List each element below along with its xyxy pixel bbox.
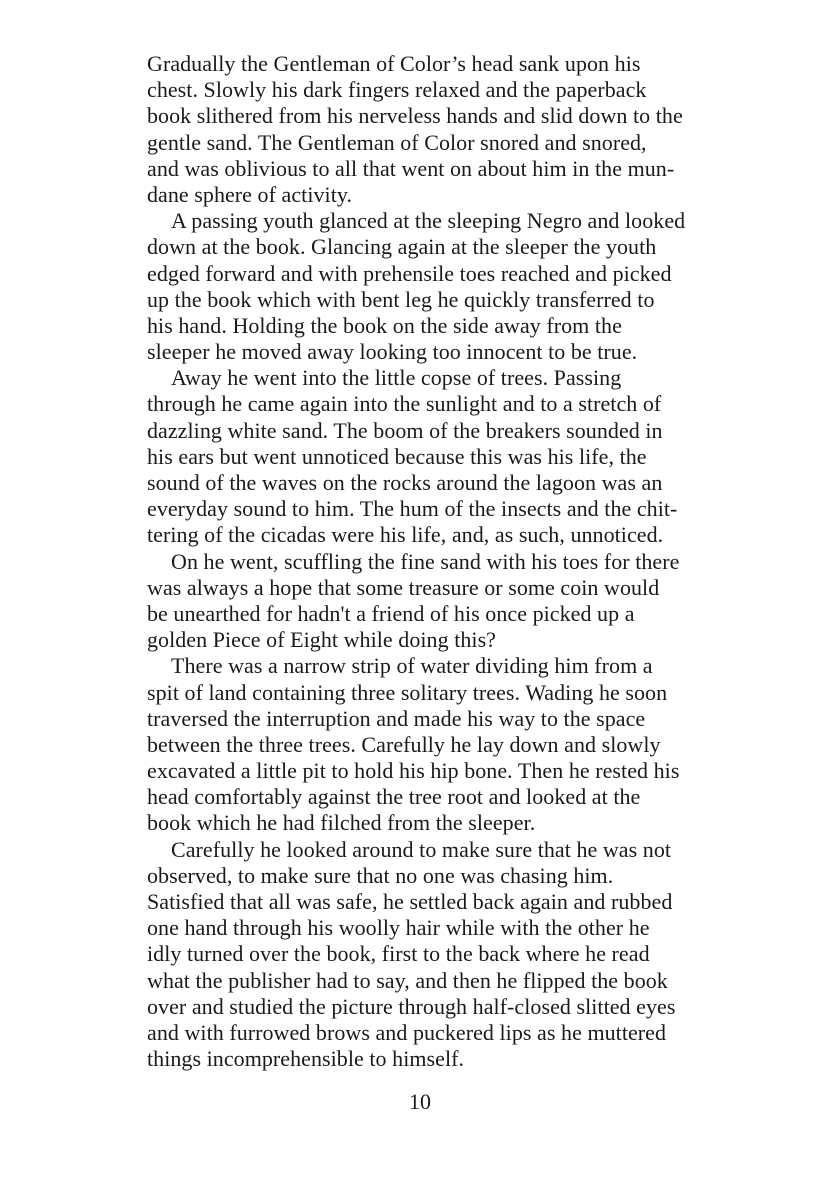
text-line: Gradually the Gentleman of Color’s head sank upon his: [147, 51, 641, 76]
text-line: dazzling white sand. The boom of the breakers sounded in: [147, 417, 663, 443]
text-line: down at the book. Glancing again at the sleeper the youth: [147, 234, 657, 260]
text-line: spit of land containing three solitary trees. Wading he soon: [147, 679, 668, 705]
text-line: was always a hope that some treasure or some coin would: [147, 574, 660, 600]
text-line: book slithered from his nerveless hands and slid down to the: [147, 103, 683, 129]
text-line: Carefully he looked around to make sure that he was not: [171, 836, 672, 862]
text-line: excavated a little pit to hold his hip bone. Then he rested his: [147, 758, 680, 784]
text-line: On he went, scuffling the fine sand with his toes for there: [171, 548, 680, 574]
text-line: his ears but went unnoticed because this was his life, the: [147, 443, 647, 469]
body-text: [147, 51, 702, 1072]
text-line: things incomprehensible to himself.: [147, 1046, 465, 1072]
text-line: book which he had filched from the sleeper.: [147, 810, 536, 836]
text-line: There was a narrow strip of water dividing him from a: [171, 653, 653, 679]
text-line: through he came again into the sunlight and to a stretch of: [147, 391, 662, 417]
text-line: dane sphere of activity.: [147, 181, 353, 207]
text-line: traversed the interruption and made his way to the space: [147, 705, 646, 731]
text-line: over and studied the picture through half-closed slitted eyes: [147, 993, 676, 1019]
text-line: up the book which with bent leg he quickly transferred to: [147, 286, 655, 312]
text-line: chest. Slowly his dark fingers relaxed and the paperback: [147, 77, 647, 103]
text-line: what the publisher had to say, and then he flipped the book: [147, 967, 668, 993]
text-line: gentle sand. The Gentleman of Color snored and snored,: [147, 129, 647, 155]
text-line: head comfortably against the tree root and looked at the: [147, 784, 641, 810]
text-line: A passing youth glanced at the sleeping Negro and looked: [171, 208, 686, 234]
text-line: between the three trees. Carefully he lay down and slowly: [147, 731, 661, 757]
text-line: idly turned over the book, first to the back where he read: [147, 941, 650, 967]
text-line: one hand through his woolly hair while with the other he: [147, 915, 650, 941]
text-line: be unearthed for hadn't a friend of his once picked up a: [147, 600, 635, 626]
text-line: golden Piece of Eight while doing this?: [147, 627, 496, 653]
text-line: Satisfied that all was safe, he settled back again and rubbed: [147, 889, 673, 914]
text-line: sound of the waves on the rocks around the lagoon was an: [147, 470, 663, 495]
text-line: tering of the cicadas were his life, and, as such, unnoticed.: [147, 522, 664, 548]
text-line: edged forward and with prehensile toes reached and picked: [147, 260, 672, 286]
text-line: and was oblivious to all that went on about him in the mun-: [147, 155, 675, 181]
page-number: 10: [409, 1089, 431, 1114]
text-line: Away he went into the little copse of trees. Passing: [171, 365, 622, 391]
text-line: everyday sound to him. The hum of the insects and the chit-: [147, 496, 678, 522]
text-line: his hand. Holding the book on the side away from the: [147, 312, 622, 338]
text-line: sleeper he moved away looking too innocent to be true.: [147, 339, 638, 365]
text-line: observed, to make sure that no one was chasing him.: [147, 862, 614, 888]
text-line: and with furrowed brows and puckered lips as he muttered: [147, 1019, 667, 1045]
